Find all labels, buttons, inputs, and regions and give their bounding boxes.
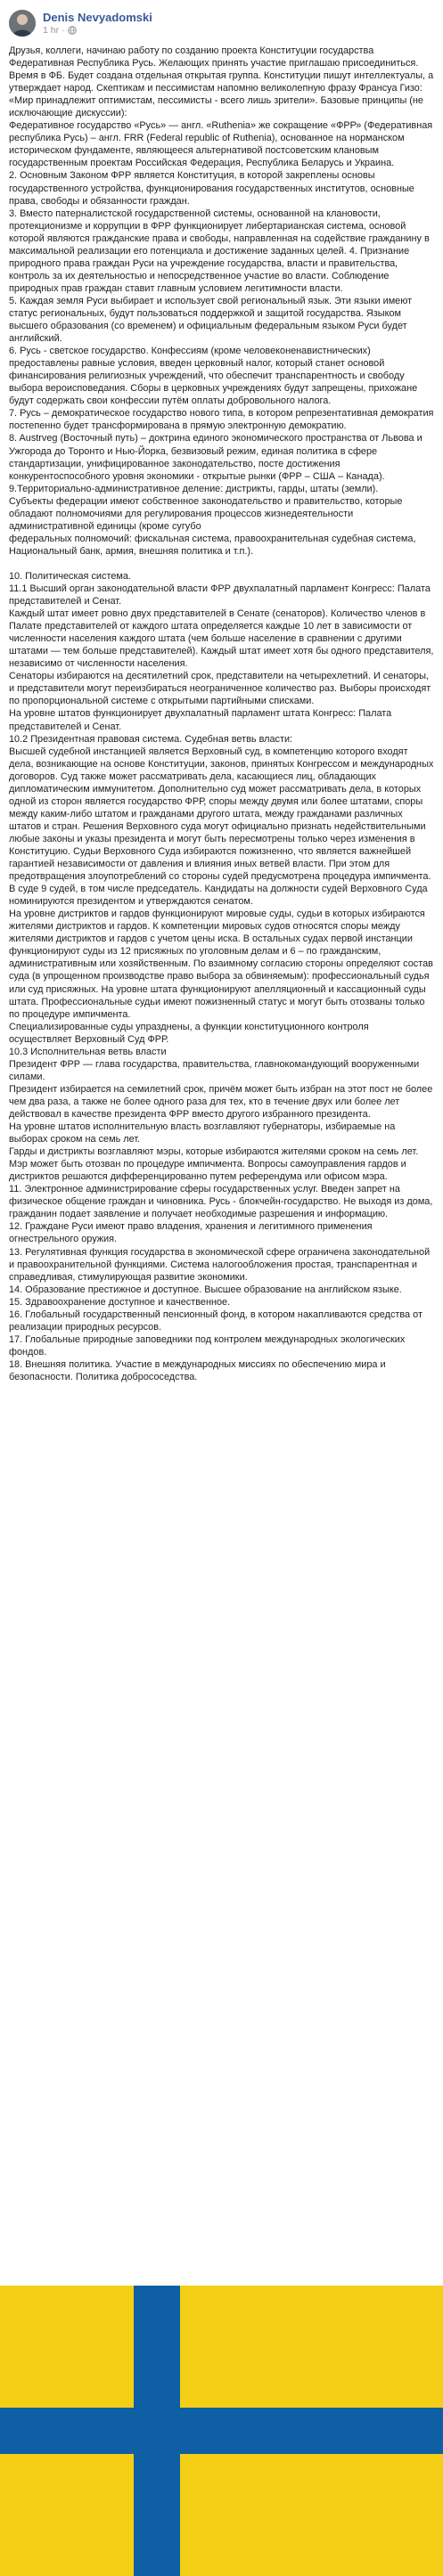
post-paragraph: 10.3 Исполнительная ветвь власти (9, 1046, 167, 1057)
post-paragraph: Президент избирается на семилетний срок, причём может быть избран на этот пост не более чем два раза, а также не более одного раза для тех, кто в течение двух или более лет действовал в качестве президента ФРР вместо другого избранного президента. (9, 1083, 433, 1120)
post-paragraph: 9.Территориально-административное деление: дистрикты, гарды, штаты (земли). (9, 483, 379, 494)
post-timestamp-row (43, 25, 152, 37)
author-name[interactable]: Denis Nevyadomski (43, 10, 152, 24)
post-paragraph: федеральных полномочий: фискальная система, правоохранительная судебная система, Национальный банк, армия, внешняя политика и т.п.). (9, 533, 416, 557)
post-paragraph: 16. Глобальный государственный пенсионный фонд, в котором накапливаются средства от реализации природных ресурсов. (9, 1308, 422, 1333)
post-paragraph: 10.2 Президентная правовая система. Судебная ветвь власти: (9, 733, 293, 745)
post-paragraph: 13. Регулятивная функция государства в экономической сфере ограничена законодательной и правоохранительной функциями. Система налогообложения простая, транспарентная и справедливая, стимулирующая развитие экономики. (9, 1246, 431, 1283)
post-paragraph: На уровне штатов функционирует двухпалатный парламент штата Конгресс: Палата представителей и Сенат. (9, 708, 392, 732)
post-paragraph: Сенаторы избираются на десятилетний срок, представители на четырехлетний. И сенаторы, и представители могут переизбираться неограниченное количество раз. Выборы происходят по пропорциональной системе с открытыми партийными списками. (9, 671, 431, 707)
post-header (9, 5, 434, 41)
post-body (9, 45, 434, 1383)
post-paragraph: 5. Каждая земля Руси выбирает и использует свой региональный язык. Эти языки имеют статус региональных, будут пользоваться поддержкой и защитой государства. Языком высшего образования (со временем) и официальным федеральным языком Руси будет английский. (9, 295, 413, 345)
post-paragraph: Высшей судебной инстанцией является Верховный суд, в компетенцию которого входят дела, возникающие на основе Конституции, законов, принятых Конгрессом и международных договоров. Суд также может рассматривать дела, касающиеся лиц, обладающих дипломатическим иммунитетом. Дополнительно суд может рассматривать дела, в которых одной из сторон является государство ФРР, споры между двумя или более штатами, споры между каким-либо штатом и гражданами другого штата, между гражданами различных штатов и стран. Решения Верховного суда могут официально признать недействительными любые законы и указы президента и могут быть пересмотрены только через изменения в Конституцию. Судьи Верховного Суда избираются пожизненно, что является важнейшей гарантией независимости от давления и влияния иных ветвей власти. При этом для предотвращения злоупотреблений со стороны судей предусмотрена процедура импичмента. В суде 9 судей, в том числе председатель. Кандидаты на должности судей Верховного Суда номинируются президентом и утверждаются сенатом. (9, 746, 434, 908)
post-paragraph: Президент ФРР — глава государства, правительства, главнокомандующий вооруженными силами. (9, 1058, 420, 1082)
post-paragraph: 6. Русь - светское государство. Конфессиям (кроме человеконенавистнических) предоставлены равные условия, введен церковный налог, который станет основой финансирования религиозных учреждений, что обеспечит транспарентность и свободу выбора вероисповедания. Сборы в церковных учреждениях будут запрещены, прихожане будут содержать свои конфессии путём оплаты добровольного налога. (9, 346, 418, 407)
post-paragraph: Каждый штат имеет ровно двух представителей в Сенате (сенаторов). Количество членов в Палате представителей от каждого штата определяется каждые 10 лет в зависимости от численности населения каждого штата (чем больше население в сравнении с другими штатами — тем больше представителей). Каждый штат имеет хотя бы одного представителя, независимо от численности населения. (9, 608, 434, 670)
post-paragraph: Гарды и дистрикты возглавляют мэры, которые избираются жителями сроком на семь лет. Мэр может быть отозван по процедуре импичмента. Вопросы самоуправления гардов и дистриктов решаются дифференцированно путем референдума или офисом мэра. (9, 1146, 419, 1183)
post-paragraph: 2. Основным Законом ФРР является Конституция, в которой закреплены основы государственного устройства, функционирования государственных институтов, основные права, свободы и обязанности граждан. (9, 170, 414, 207)
post-paragraph: 15. Здравоохранение доступное и качественное. (9, 1296, 231, 1308)
post-paragraph: На уровне штатов исполнительную власть возглавляют губернаторы, избираемые на выборах сроком на семь лет. (9, 1121, 396, 1145)
globe-icon[interactable] (68, 26, 77, 35)
post-paragraph: 8. Austrveg (Восточный путь) – доктрина единого экономического пространства от Львова и Ужгорода до Торонто и Нью-Йорка, безвизовый режим, единая политика в сфере стандартизации, унифицированное законодательство, посте достижения конкурентоспособного уровня экономики - открытые рынки (ФРР – США – Канада). (9, 433, 422, 482)
post-paragraph: 14. Образование престижное и доступное. Высшее образование на английском языке. (9, 1284, 402, 1295)
avatar[interactable] (9, 10, 36, 37)
post-paragraph: 18. Внешняя политика. Участие в международных миссиях по обеспечению мира и безопасности. Политика добрососедства. (9, 1358, 386, 1382)
post-paragraph: 3. Вместо патерналистской государственной системы, основанной на клановости, протекционизме и коррупции в ФРР функционирует либертарианская система, основой которой являются гражданские права и свободы, направленная на содействие гражданину в максимальной реализации его потенциала и достижение заданных целей. 4. Признание природного права граждан Руси на учреждение государства, власти и правительства, контроль за их деятельностью и непосредственное участие во власти. Соблюдение природных прав граждан ставит главным условием легитимности власти. (9, 208, 430, 294)
post-paragraph: 12. Граждане Руси имеют право владения, хранения и легитимного применения огнестрельного оружия. (9, 1221, 373, 1245)
post-paragraph: 17. Глобальные природные заповедники под контролем международных экологических фондов. (9, 1333, 406, 1357)
post-paragraph: Федеративное государство «Русь» — англ. «Ruthenia» же сокращение «ФРР» (Федеративная республика Русь) – англ. FRR (Federal republic of Ruthenia), основанное на норманском историческом фундаменте, являющееся альтернативой постсоветским клановым государственным проектам Российская Федерация, Республика Беларусь и Украина. (9, 120, 433, 169)
post-paragraph: 10. Политическая система. (9, 570, 131, 582)
post-time[interactable]: 1 hr (43, 24, 60, 36)
post-meta (43, 11, 152, 37)
post-paragraph: 11.1 Высший орган законодательной власти ФРР двухпалатный парламент Конгресс: Палата представителей и Сенат. (9, 583, 431, 607)
post-paragraph: Друзья, коллеги, начинаю работу по созданию проекта Конституции государства Федеративная Республика Русь. Желающих принять участие приглашаю присоединиться. Время в ФБ. Будет создана отдельная открытая группа. Конституции пишут интеллектуалы, а утверждает народ. Скептикам и пессимистам напомню великолепную фразу Франсуа Гизо: «Мир принадлежит оптимистам, пессимисты - всего лишь зрители». Базовые принципы (не исключающие дискуссии): (9, 45, 434, 119)
post-paragraph (9, 558, 434, 570)
flag-image[interactable] (0, 2286, 443, 2576)
post-paragraph: Субъекты федерации имеют собственное законодательство и правительство, которые обладают полномочиями для регулирования процессов жизнедеятельности административной единицы (кроме сугубо (9, 495, 403, 532)
post-paragraph: Специализированные суды упразднены, а функции конституционного контроля осуществляет Верховный Суд ФРР. (9, 1021, 369, 1045)
post-paragraph: 11. Электронное администрирование сферы государственных услуг. Введен запрет на физическое общение граждан и чиновника. Русь - блокчейн-государство. Не выходя из дома, гражданин подает заявление и получает необходимые разрешения и информацию. (9, 1184, 433, 1220)
separator: · (62, 24, 65, 36)
post-paragraph: 7. Русь – демократическое государство нового типа, в котором репрезентативная демократия постепенно будет трансформирована в прямую электронную демократию. (9, 408, 434, 432)
avatar-image (9, 10, 36, 37)
post-paragraph: На уровне дистриктов и гардов функционируют мировые суды, судьи в которых избираются жителями дистриктов и гардов. К компетенции мировых судов относятся споры между жителями дистриктов и гардов с учетом цены иска. В остальных судах первой инстанции функционируют суды из 12 присяжных по уголовным делам и 6 – по гражданским, административным или хозяйственным. По взаимному согласию стороны определяют состав суда (в упрощенном производстве право выбора за обвиняемым): профессиональный судья или суд присяжных. На уровне штата функционируют апелляционный и кассационный суды штата. Профессиональные судьи имеют пожизненный статус и могут быть отозваны только по процедуре импичмента. (9, 909, 433, 1020)
flag-cross-horizontal (0, 2408, 443, 2454)
